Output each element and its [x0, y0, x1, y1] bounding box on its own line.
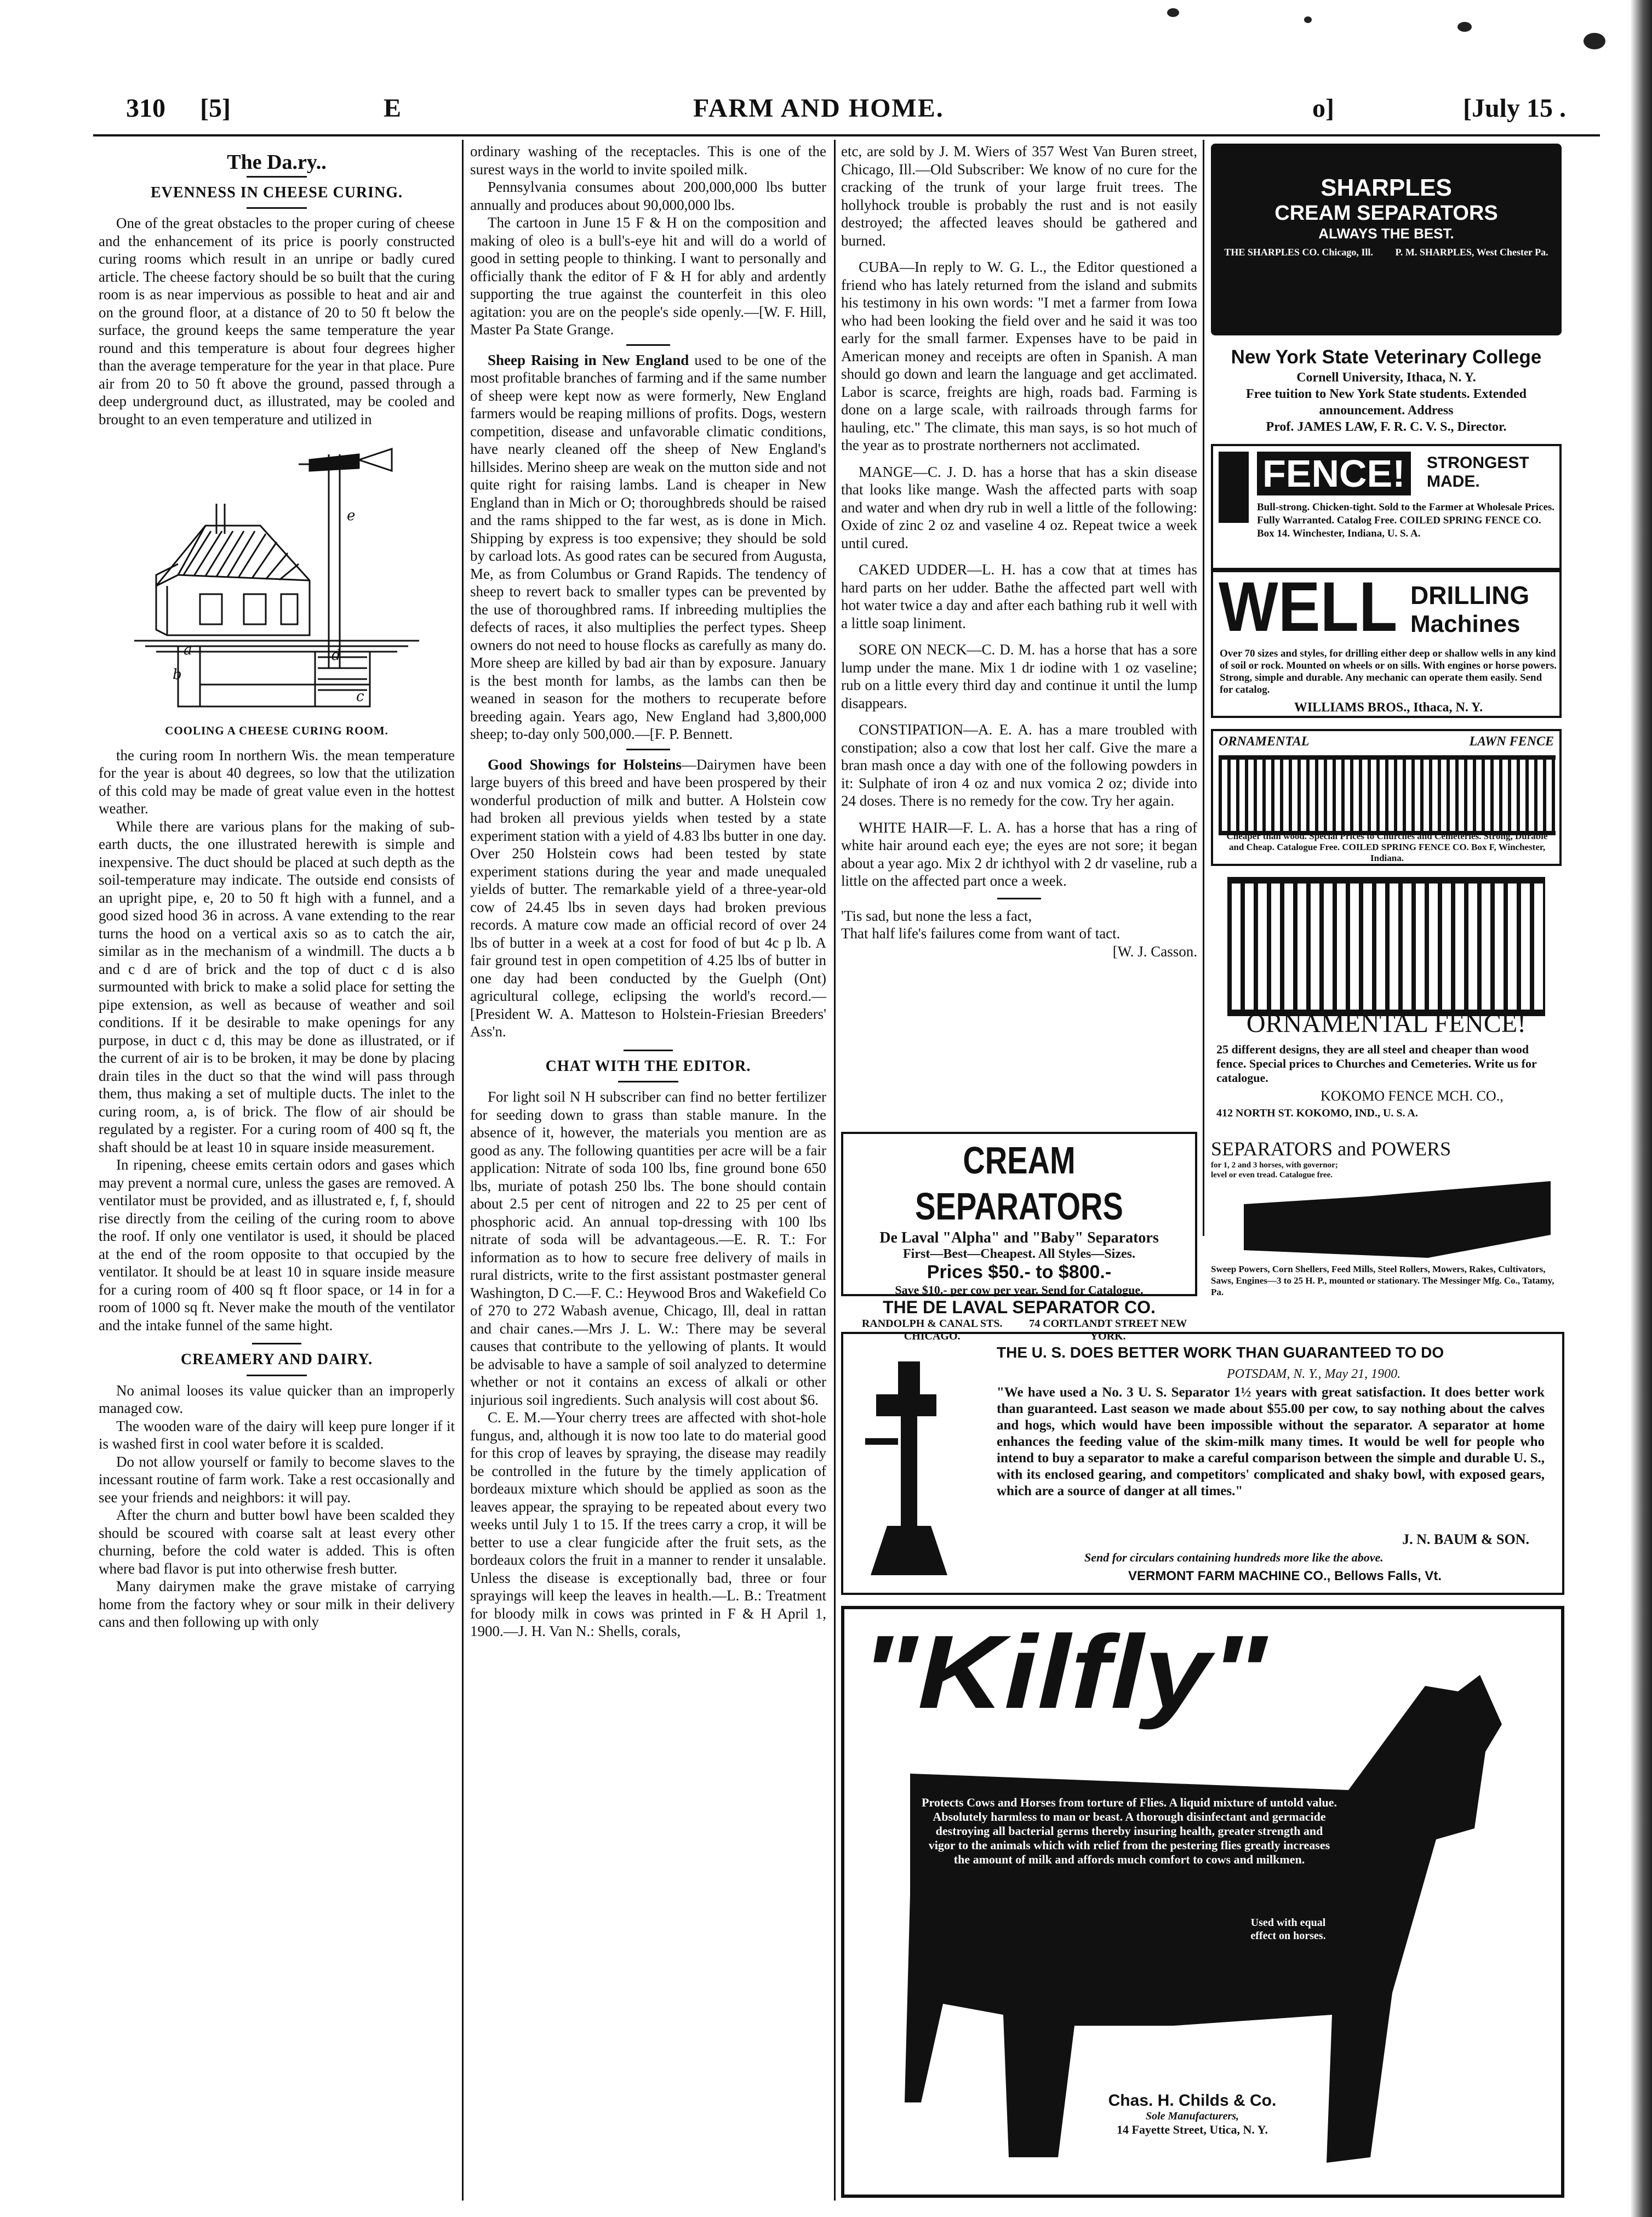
paragraph: C. E. M.—Your cherry trees are affected with shot-hole fungus, and, although it is now too late to do material good for this crop of leaves by spraying, the disease may readily be controlled in the future by the timely application of bordeaux mixture which should be applied as soon as the leaves appear, the spraying to be repeated about every two weeks until July 1 to 15. If the trees carry a crop, it will be better to use a clear fungicide after the fruit sets, as the bordeaux colors the fruit in a manner to render it unsalable. Unless the disease is exceptionally bad, three or four sprayings will keep the leaves in health.—L. B.: Treatment for bloody milk in cows was printed in F & H April 1, 1900.—J. H. Van N.: Shells, corals, — [470, 1409, 826, 1639]
paragraph: Many dairymen make the grave mistake of carrying home from the factory whey or sour milk in their delivery cans and then following up with only — [99, 1578, 455, 1630]
paragraph: Do not allow yourself or family to become slaves to the incessant routine of farm work. Take a rest occasionally and see your friends and neighbors: it will pay. — [99, 1453, 455, 1506]
paragraph: After the churn and butter bowl have been scalded they should be scoured with coarse salt at least every other churning, before the cold water is added. This is often where bad flavor is put into otherwise fresh butter. — [99, 1507, 455, 1577]
ad-company: KOKOMO FENCE MCH. CO., — [1321, 1088, 1504, 1104]
column-3 — [841, 143, 1197, 960]
ad-headline: ORNAMENTAL FENCE! — [1246, 1009, 1527, 1038]
paragraph: CAKED UDDER—L. H. has a cow that at times has hard parts on her udder. Bathe the affected part well with hot water twice a day and after each bathing rub it well with a little soap liniment. — [841, 561, 1197, 631]
ad-headline: LAWN FENCE — [1469, 734, 1554, 749]
paragraph: ordinary washing of the receptacles. This is one of the surest ways in the world to invite spoiled milk. — [470, 143, 826, 178]
poem-signature: [W. J. Casson. — [1112, 943, 1197, 960]
poem-line: That half life's failures come from want of tact. — [841, 925, 1121, 942]
article-lead: Good Showings for Holsteins — [488, 756, 682, 773]
paragraph: CUBA—In reply to W. G. L., the Editor questioned a friend who has lately returned from the island and submits his testimony in his own words: "I met a farmer from Iowa who had been looking the field over and he said it was too early for the small farmer. Expenses have to be paid in American money and receipts are often in Spanish. A man should go down and learn the language and get acclimated. Labor is scarce, freights are high, roads bad. Farming is done on a large scale, with railroads through farms for hauling, etc." The climate, this man says, is so hot much of the year as to prostrate northerners not acclimated. — [841, 259, 1197, 453]
figure-letter: e — [347, 508, 356, 524]
ad-subline: for 1, 2 and 3 horses, with governor; level or even tread. Catalogue free. — [1211, 1161, 1338, 1179]
paragraph: CONSTIPATION—A. E. A. has a mare troubled with constipation; also a cow that lost her calf. Give the mare a bran mash once a day with one of the following powders in it: Sulphate of iron 4 oz and nux vomica 2 oz; divide into 24 doses. There is no remedy for the cow. Try her again. — [841, 721, 1197, 809]
ad-address: 412 NORTH ST. KOKOMO, IND., U. S. A. — [1216, 1107, 1418, 1119]
figure-letter: a — [184, 642, 192, 658]
ad-headline: "Kilfly" — [861, 1614, 1267, 1730]
paragraph: Pennsylvania consumes about 200,000,000 lbs butter annually and produces about 90,000,000 lbs. — [470, 179, 826, 213]
short-rule — [624, 1050, 673, 1051]
delaval-ad — [841, 1132, 1197, 1342]
veterinary-college-ad — [1205, 345, 1567, 433]
kilfly-label — [1102, 2091, 1283, 2174]
short-rule — [626, 344, 670, 346]
ad-text: Cheaper than wood. Special Prices to Churches and Cemeteries. Strong, Durable and Cheap. Catalogue Free. COILED SPRING FENCE CO. Box F, Winchester, Indiana. — [1226, 831, 1548, 863]
sharples-ad — [1211, 144, 1562, 335]
ad-text: Save $10.- per cow per year. Send for Catalogue. — [895, 1283, 1144, 1297]
ad-subline: STRONGEST MADE. — [1427, 454, 1529, 491]
ad-subline: First—Best—Cheapest. All Styles—Sizes. — [903, 1247, 1135, 1261]
edition-mark: [5] — [200, 94, 231, 123]
edition-letter: E — [384, 94, 402, 123]
ad-headline: SEPARATORS and POWERS — [1211, 1138, 1451, 1160]
masthead-title: FARM AND HOME. — [693, 94, 944, 123]
department-title: The Da.ry.. — [227, 151, 327, 174]
well-drilling-ad — [1211, 570, 1562, 718]
kilfly-ad — [841, 1606, 1564, 2198]
column-1 — [99, 143, 455, 1631]
short-rule — [252, 1343, 301, 1344]
ad-text: "We have used a No. 3 U. S. Separator 1½ years with great satisfaction. It does better work than guaranteed. Last season we made about $55.00 per cow, to say nothing about the calves and hogs, which would have been impossible without the separator. A separator at home enhances the feeding value of the skim-milk many times. It would be well for people who intend to buy a separator to make a careful comparison between the simple and durable U. S., with its enclosed gearing, and competitors' complicated and shaky bowl, with exposed gears, which are a source of danger at all times." — [997, 1385, 1545, 1498]
paragraph: —Dairymen have been large buyers of this breed and have been prospered by their wonderful production of milk and butter. A Holstein cow had broken all previous yields when tested by a state experiment station with a yield of 4.83 lbs butter in one day. Over 250 Holstein cows had been tested by state experiment stations during the year and made unequaled yields of butter. The remarkable yield of a three-year-old cow of 24.45 lbs in seven days had broken previous records. A mature cow made an official record of over 24 lbs of butter in a week at a cost for food of but 4c p lb. A fair ground test in open competition of 4.25 lbs of butter in one day had been conducted by the Guelph (Ont) agricultural college, eclipsing the world's record.—[President W. A. Matteson to Holstein-Friesian Breeders' Ass'n. — [470, 756, 826, 1040]
fence-gate-illustration — [1227, 877, 1545, 1016]
ad-address: THE SHARPLES CO. Chicago, Ill. — [1224, 247, 1373, 258]
figure-letter: d — [331, 647, 341, 664]
figure-letter: c — [356, 688, 364, 705]
ad-dateline: POTSDAM, N. Y., May 21, 1900. — [1227, 1367, 1401, 1381]
ad-text: Sweep Powers, Corn Shellers, Feed Mills, Steel Rollers, Mowers, Rakes, Cultivators, Saws, Engines—3 to 25 H. P., mounted or stationary. The Messinger Mfg. Co., Tatamy, Pa. — [1211, 1264, 1554, 1297]
column-rule — [462, 140, 464, 2201]
fence-post-image — [1219, 452, 1249, 523]
scan-edge-shadow — [1630, 0, 1652, 2217]
short-rule — [247, 176, 307, 178]
short-rule — [997, 898, 1041, 899]
ad-subline: ALWAYS THE BEST. — [1318, 225, 1454, 242]
figure-letter: b — [173, 666, 182, 683]
paragraph: SORE ON NECK—C. D. M. has a horse that has a sore lump under the mane. Mix 1 dr iodine with 1 oz vaseline; rub on a little every third day and continue it until the lump disappears. — [841, 641, 1197, 711]
lawn-fence-ad — [1211, 729, 1562, 866]
short-rule — [626, 749, 670, 750]
ad-address: P. M. SHARPLES, West Chester Pa. — [1395, 247, 1548, 258]
paragraph: WHITE HAIR—F. L. A. has a horse that has a ring of white hair around each eye; the eyes are not sore; it began about a year ago. Mix 2 dr ichthyol with 2 dr vaseline, rub a little on the affected part once a week. — [841, 819, 1197, 889]
ad-text: Over 70 sizes and styles, for drilling either deep or shallow wells in any kind of soil or rock. Mounted on wheels or on sills. With engines or horse powers. Strong, simple and durable. Any mechanic can operate them easily. Send for catalog. — [1220, 648, 1557, 696]
coiled-spring-fence-ad — [1211, 444, 1562, 570]
column-2 — [470, 143, 826, 1640]
kokomo-fence-ad — [1211, 877, 1562, 1129]
short-rule — [247, 1375, 307, 1376]
messinger-ad — [1211, 1137, 1562, 1302]
issue-date: [July 15 . — [1463, 94, 1567, 123]
ad-subline: DRILLING — [1410, 581, 1530, 609]
ad-subline: Sole Manufacturers, — [1145, 2110, 1239, 2122]
article-lead: Sheep Raising in New England — [488, 351, 689, 368]
poem-line: 'Tis sad, but none the less a fact, — [841, 907, 1032, 924]
ad-company: Chas. H. Childs & Co. — [1108, 2091, 1277, 2110]
ad-address: RANDOLPH & CANAL STS. CHICAGO. — [861, 1318, 1003, 1342]
ad-text: Free tuition to New York State students. Extended announcement. Address — [1246, 387, 1527, 418]
short-rule — [618, 1081, 678, 1082]
ad-signature: Prof. JAMES LAW, F. R. C. V. S., Director. — [1266, 420, 1507, 434]
ad-text: Protects Cows and Horses from torture of Flies. A liquid mixture of untold value. Absolutely harmless to man or beast. A thorough disinfectant and germacide destroying all bacterial germs thereby insuring health, greater strength and vigor to the animals which with relief from the pestering flies greatly increases the amount of milk and affords much comfort to cows and milkmen. — [922, 1796, 1337, 1866]
paragraph: For light soil N H subscriber can find no better fertilizer for seeding down to grass than stable manure. In the absence of it, however, the materials you mention are as good as any. The following quantities per acre will be a fair application: Nitrate of soda 100 lbs, fine ground bone 650 lbs, muriate of potash 250 lbs. The bone should contain about 2.5 per cent of nitrogen and 22 to 25 per cent of phosphoric acid. An annual top-dressing with 100 lbs nitrate of soda will be advantageous.—E. R. T.: For information as to how to secure free delivery of mails in rural districts, write to the first assistant postmaster general Washington, D C.—F. C.: Heywood Bros and Wakefield Co of 270 to 272 Wabash avenue, Chicago, Ill, deal in rattan and chair canes.—Mrs J. L. W.: There may be several causes that contribute to the yellowing of plants. It would be advisable to have a sample of soil analyzed to determine whether or not it contains an excess of alkali or other injurious soil ingredients. Such analysis will cost about $6. — [470, 1088, 826, 1408]
ad-company: THE DE LAVAL SEPARATOR CO. — [883, 1297, 1156, 1317]
ad-subline: Machines — [1410, 611, 1520, 637]
paragraph: One of the great obstacles to the proper curing of cheese and the enhancement of its price is poorly constructed curing rooms which result in an unripe or badly cured article. The cheese factory should be so built that the curing room is as near impervious as possible to heat and air and on the ground floor, at a distance of 20 to 50 ft below the surface, the ground keeps the same temperature the year round and this temperature is about four degrees higher than the average temperature for the year in that place. Pure air from 20 to 50 ft above the ground, passed through a deep underground duct, as illustrated, may be cooled and brought to an even temperature and utilized in — [99, 215, 455, 428]
paragraph: While there are various plans for the making of sub-earth ducts, the one illustrated herewith is simple and inexpensive. The duct should be placed at such depth as the soil-temperature may indicate. The outside end consists of an upright pipe, e, 20 to 50 ft high with a funnel, and a good sized hood 36 in across. A vane extending to the rear turns the hood on a vertical axis so as to catch the air, similar as in the mechanism of a windmill. The ducts a b and c d are of brick and the top of duct c d is also surmounted with brick to make a solid place for setting the pipe extension, as well as because of weather and soil conditions. If it be desirable to make openings for any purpose, in duct c d, this may be done as illustrated, or if the current of air is to be broken, it may be done by placing drain tiles in the duct so that the wind will pass through them, thus making a set of multiple ducts. The inlet to the curing room, a, is of brick. The flow of air should be regulated by a register. For a curing room of 400 sq ft, the shaft should be at least 10 in square inside measurement. — [99, 818, 455, 1155]
ad-text: Send for circulars containing hundreds more like the above. — [1084, 1551, 1384, 1564]
column-rule — [1203, 140, 1204, 1236]
ad-headline: New York State Veterinary College — [1231, 346, 1542, 368]
ad-subline: De Laval "Alpha" and "Baby" Separators — [879, 1229, 1159, 1246]
ad-headline: ORNAMENTAL — [1219, 734, 1310, 749]
paragraph: No animal looses its value quicker than an improperly managed cow. — [99, 1382, 455, 1416]
article-title: EVENNESS IN CHEESE CURING. — [150, 184, 403, 201]
ad-signature: WILLIAMS BROS., Ithaca, N. Y. — [1294, 700, 1483, 715]
ad-address: 14 Fayette Street, Utica, N. Y. — [1117, 2123, 1268, 2136]
scan-speck — [1167, 8, 1179, 17]
paragraph: In ripening, cheese emits certain odors and gases which may prevent a normal cure, unless the gases are removed. A ventilator must be provided, and as illustrated e, f, f, should rise directly from the ceiling of the curing room to above the roof. If only one ventilator is used, it should be placed at the end of the room opposite to that occupied by the ventilator. It should be at least 10 in square inside measure for a curing room of 400 sq ft floor space, or 14 in for a room of 1000 sq ft. Never make the mouth of the ventilator and the intake funnel of the same hight. — [99, 1156, 455, 1333]
ad-signature: J. N. BAUM & SON. — [1402, 1531, 1529, 1547]
header-rule — [93, 134, 1600, 136]
ad-text: Easily and rapidly applied with CHILDS' ELECTRIC SPRAYER. Convenient and practical in every particular. Sold only in one gallon cans sealed with our KILFLY label and signature. Beware of imitations. Ask your dealer or send $1.00 for gallon can KILFLY, and sample of SPRAYER securely packed and express paid to any point east of Mississippi river, except in Maine. — [1433, 1868, 1559, 2050]
article-title: CREAMERY AND DAIRY. — [180, 1351, 373, 1368]
ad-subline: Cornell University, Ithaca, N. Y. — [1296, 371, 1476, 385]
article-title: CHAT WITH THE EDITOR. — [545, 1057, 751, 1075]
paragraph: used to be one of the most profitable branches of farming and if the same number of sheep were kept now as were formerly, New England farmers would be reaping millions of profits. Dogs, western competition, disease and unfavorable climatic conditions, have nearly cleaned off the sheep of New England's hillsides. Merino sheep are weak on the mutton side and not quite right for raising lambs. Land is cheaper in New England than in Mich or O; thoroughbreds should be raised and the rams shipped to the far west, as is done in Mich. Shipping by express is too expensive; they should be sold by carload lots. As good rates can be secured from Augusta, Me, as from Columbus or Grand Rapids. The tendency of sheep to revert back to smaller types can be prevented by the use of thoroughbred rams. If inbreeding multiplies the defects of races, it also multiplies the perfect types. Sheep owners do not need to house flocks as carefully as many do. More sheep are killed by bad air than by exposure. January is the best month for lambs, as the lambs can then be weaned in season for the mothers to recuperate before breeding again. Years ago, New England had 3,800,000 sheep; to-day only 500,000.—[F. P. Bennett. — [470, 351, 826, 742]
paragraph: etc, are sold by J. M. Wiers of 357 West Van Buren street, Chicago, Ill.—Old Subscriber: We know of no cure for the cracking of the trunk of your large fruit trees. The hollyhock trouble is probably the rust and is not easily destroyed; the affected leaves should be gathered and burned. — [841, 143, 1197, 249]
separator-machine-illustration — [865, 1350, 953, 1581]
paragraph: The wooden ware of the dairy will keep pure longer if it is washed first in cool water before it is scalded. — [99, 1417, 455, 1452]
ad-headline: CREAM SEPARATORS — [915, 1139, 1123, 1228]
short-rule — [247, 207, 307, 209]
horse-power-illustration — [1244, 1181, 1551, 1258]
scan-speck — [1457, 22, 1472, 32]
ad-headline: WELL — [1219, 568, 1398, 646]
page-number: 310 — [126, 94, 165, 123]
ad-prices: Prices $50.- to $800.- — [927, 1262, 1112, 1283]
ad-subline: CREAM SEPARATORS — [1274, 202, 1498, 225]
stray-mark: o] — [1312, 94, 1334, 123]
paragraph: MANGE—C. J. D. has a horse that has a skin disease that looks like mange. Wash the affected parts with soap and water and when dry rub in well a little of the following: Oxide of zinc 2 oz and vaseline 4 oz. Repeat twice a week until cured. — [841, 463, 1197, 551]
ad-text: Used with equal effect on horses. — [1250, 1917, 1326, 1942]
ad-headline: SHARPLES — [1321, 174, 1452, 201]
paragraph: The cartoon in June 15 F & H on the composition and making of oleo is a bull's-eye hit and will do a world of good in setting people to thinking. I want to personally and officially thank the editor of F & H for ably and ardently supporting the true against the counterfeit in this oleo agitation: you are on the people's side openly.—[W. F. Hill, Master Pa State Grange. — [470, 214, 826, 338]
ad-text: 25 different designs, they are all steel and cheaper than wood fence. Special prices to Churches and Cemeteries. Write us for catalogue. — [1216, 1042, 1537, 1085]
ad-headline: FENCE! — [1257, 452, 1411, 495]
figure-caption: COOLING A CHEESE CURING ROOM. — [165, 724, 388, 737]
column-rule — [834, 140, 836, 2201]
ad-text: Bull-strong. Chicken-tight. Sold to the Farmer at Wholesale Prices. Fully Warranted. Catalog Free. COILED SPRING FENCE CO. Box 14. Winchester, Indiana, U. S. A. — [1257, 501, 1555, 539]
paragraph: the curing room In northern Wis. the mean temperature for the year is about 40 degrees, so low that the utilization of this cold may be made of great value even in the hottest weather. — [99, 746, 455, 817]
scan-speck — [1304, 16, 1312, 23]
ad-company: VERMONT FARM MACHINE CO., Bellows Falls, Vt. — [1128, 1569, 1442, 1583]
scan-speck — [1584, 33, 1605, 49]
fence-illustration — [1219, 755, 1556, 835]
cheese-curing-room-illustration — [134, 438, 419, 717]
ad-address: 74 CORTLANDT STREET NEW YORK. — [1029, 1318, 1187, 1342]
ad-headline: THE U. S. DOES BETTER WORK THAN GUARANTEED TO DO — [997, 1344, 1444, 1361]
us-separator-ad — [841, 1332, 1564, 1595]
